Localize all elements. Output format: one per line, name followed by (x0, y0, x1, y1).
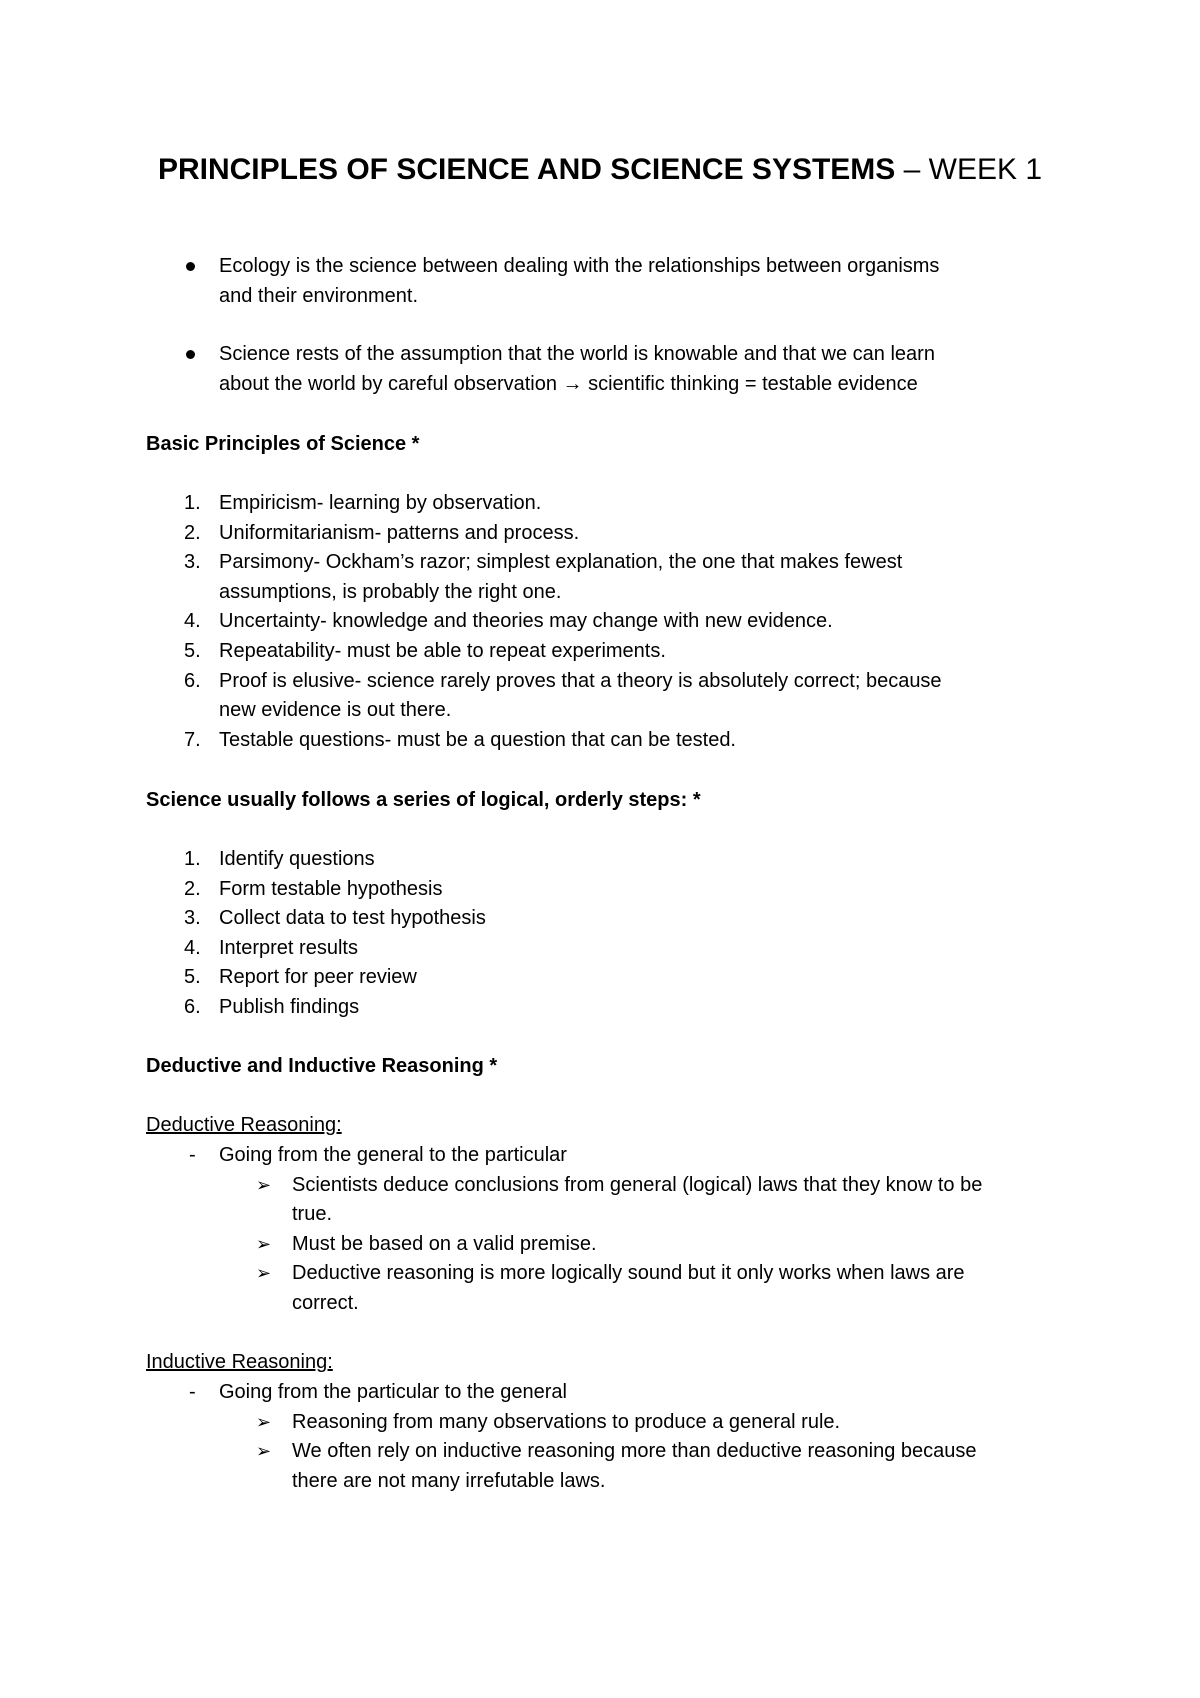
intro-bullet-2 (0, 340, 1200, 399)
list-item: 4. Uncertainty- knowledge and theories may change with new evidence. (184, 610, 833, 633)
list-item: 5. Repeatability- must be able to repeat experiments. (184, 639, 666, 662)
bullet-dot-icon (186, 262, 195, 271)
deductive-reasoning-label: Deductive Reasoning: (146, 1114, 342, 1136)
list-item: 6. Publish findings (184, 995, 360, 1018)
list-item-continuation: assumptions, is probably the right one. (219, 580, 562, 603)
inductive-reasoning-label: Inductive Reasoning: (146, 1351, 333, 1373)
list-item-continuation: true. (292, 1203, 333, 1226)
list-item: 3. Collect data to test hypothesis (184, 907, 486, 930)
list-item: ➢ We often rely on inductive reasoning more than deductive reasoning because (0, 1437, 1200, 1467)
list-item: ➢ Scientists deduce conclusions from general (logical) laws that they know to be (0, 1171, 1200, 1201)
inductive-list (0, 1378, 1200, 1496)
steps-heading: Science usually follows a series of logical, orderly steps: * (146, 789, 701, 811)
bullet-dot-icon (186, 350, 195, 359)
list-item: 6. Proof is elusive- science rarely proves that a theory is absolutely correct; because (184, 669, 942, 692)
basic-principles-list (0, 489, 1200, 755)
line-text-before-arrow: about the world by careful observation (219, 372, 563, 395)
steps-list (0, 845, 1200, 1023)
list-item: ➢ Deductive reasoning is more logically sound but it only works when laws are (0, 1259, 1200, 1289)
reasoning-heading: Deductive and Inductive Reasoning * (146, 1055, 498, 1077)
intro-bullet-1-line-2: and their environment. (219, 284, 419, 307)
line-text-after-arrow: scientific thinking = testable evidence (582, 372, 918, 395)
list-item-continuation: there are not many irrefutable laws. (292, 1469, 606, 1492)
list-item: 1. Identify questions (184, 848, 375, 870)
deductive-list (0, 1141, 1200, 1319)
list-item: ➢ Must be based on a valid premise. (0, 1230, 1200, 1260)
title-main: PRINCIPLES OF SCIENCE AND SCIENCE SYSTEMS (157, 153, 896, 186)
arrowhead-bullet-icon: ➢ (256, 1233, 272, 1254)
intro-bullet-2-line-2 (219, 370, 918, 400)
list-item: 4. Interpret results (184, 936, 358, 959)
list-item: - Going from the general to the particular (0, 1141, 1200, 1171)
list-item: - Going from the particular to the general (0, 1378, 1200, 1408)
list-item: 3. Parsimony- Ockham’s razor; simplest explanation, the one that makes fewest (184, 551, 903, 574)
list-item: 2. Uniformitarianism- patterns and process. (184, 521, 580, 544)
intro-bullet-1-line-1: Ecology is the science between dealing with the relationships between organisms (219, 255, 940, 277)
list-item: 5. Report for peer review (184, 966, 417, 989)
list-item: ➢ Reasoning from many observations to produce a general rule. (0, 1408, 1200, 1438)
list-item: 1. Empiricism- learning by observation. (184, 492, 542, 514)
right-arrow-icon: → (562, 372, 583, 395)
intro-bullet-1 (0, 252, 1200, 311)
arrowhead-bullet-icon: ➢ (256, 1263, 272, 1284)
arrowhead-bullet-icon: ➢ (256, 1411, 272, 1432)
page-title (0, 150, 1200, 190)
list-item: 2. Form testable hypothesis (184, 877, 443, 900)
arrowhead-bullet-icon: ➢ (256, 1174, 272, 1195)
arrowhead-bullet-icon: ➢ (256, 1441, 272, 1462)
list-item-continuation: correct. (292, 1291, 359, 1314)
basic-principles-heading: Basic Principles of Science * (146, 433, 420, 455)
title-week: – WEEK 1 (895, 153, 1043, 186)
list-item: 7. Testable questions- must be a question that can be tested. (184, 728, 736, 751)
dash-marker: - (189, 1144, 196, 1166)
intro-bullet-2-line-1: Science rests of the assumption that the world is knowable and that we can learn (219, 343, 935, 365)
dash-marker: - (189, 1381, 196, 1403)
list-item-continuation: new evidence is out there. (219, 699, 452, 722)
